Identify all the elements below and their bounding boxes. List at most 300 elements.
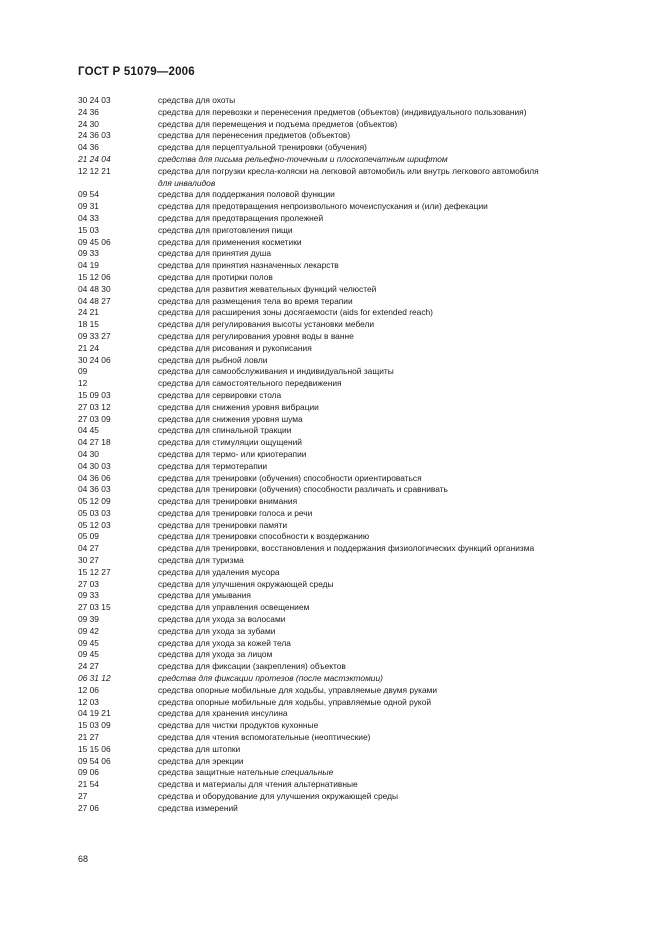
entry-term <box>158 189 618 201</box>
entry-term-main: средства для поддержания половой функции <box>158 189 335 200</box>
entry-code: 09 54 <box>78 189 99 200</box>
entry-code: 21 24 <box>78 342 99 353</box>
entry-term-text <box>158 697 618 709</box>
entry-term-text <box>158 579 618 591</box>
entry-term <box>158 237 618 249</box>
entry-code: 09 42 <box>78 625 99 636</box>
index-entry-row <box>78 567 618 579</box>
entry-term <box>158 602 618 614</box>
entry-term-main: средства для рисования и рукописания <box>158 342 312 353</box>
entry-code: 27 03 <box>78 578 99 589</box>
entry-term <box>158 508 618 520</box>
entry-term <box>158 626 618 638</box>
entry-term <box>158 449 618 461</box>
index-entry-row <box>78 437 618 449</box>
entry-term-main: средства для самостоятельного передвижения <box>158 378 342 389</box>
entry-term-text <box>158 508 618 520</box>
entry-term-text <box>158 590 618 602</box>
entry-code: 05 12 09 <box>78 496 111 507</box>
entry-code: 15 12 27 <box>78 566 111 577</box>
entry-term-main: средства для погрузки кресла-коляски на легковой автомобиль или внутрь легкового автомобиля <box>158 165 539 176</box>
entry-term-main: средства для применения косметики <box>158 236 302 247</box>
entry-term-text <box>158 355 618 367</box>
entry-term <box>158 378 618 390</box>
entry-term-main: средства для регулирования уровня воды в ванне <box>158 330 354 341</box>
entry-term-text <box>158 331 618 343</box>
entry-code: 04 48 30 <box>78 283 111 294</box>
index-entry-row <box>78 520 618 532</box>
entry-code: 09 45 <box>78 649 99 660</box>
entry-term-text <box>158 189 618 201</box>
entry-term-main: средства и оборудование для улучшения окружающей среды <box>158 791 399 802</box>
index-entry-row <box>78 708 618 720</box>
entry-term-main: средства для снижения уровня шума <box>158 413 303 424</box>
index-entry-row <box>78 697 618 709</box>
entry-code: 09 39 <box>78 614 99 625</box>
index-entry-row <box>78 602 618 614</box>
entry-term-main: средства и материалы для чтения альтернативные <box>158 779 358 790</box>
entry-term <box>158 107 618 119</box>
entry-term-main: средства для перенесения предметов (объектов) <box>158 130 351 141</box>
entry-term-text <box>158 531 618 543</box>
entry-term <box>158 697 618 709</box>
entry-term-text <box>158 661 618 673</box>
entry-term-main: средства для хранения инсулина <box>158 708 288 719</box>
entry-term-text <box>158 390 618 402</box>
entry-term-main: средства для тренировки (обучения) способности различать и сравнивать <box>158 484 448 495</box>
entry-term-text <box>158 649 618 661</box>
entry-term <box>158 756 618 768</box>
entry-term-text <box>158 213 618 225</box>
entry-term-main: средства для перевозки и перенесения предметов (объектов) (индивидуального пользования) <box>158 106 527 117</box>
entry-code: 09 54 06 <box>78 755 111 766</box>
entry-code: 05 03 03 <box>78 507 111 518</box>
entry-term-text <box>158 720 618 732</box>
entry-code: 09 33 27 <box>78 330 111 341</box>
entry-code: 04 33 <box>78 212 99 223</box>
entry-term <box>158 779 618 791</box>
entry-term <box>158 343 618 355</box>
entry-term-text <box>158 673 618 685</box>
entry-term-main: средства для термо- или криотерапии <box>158 448 307 459</box>
entry-term-main: средства для тренировки (обучения) способности ориентироваться <box>158 472 422 483</box>
entry-term-text <box>158 166 618 178</box>
entry-term <box>158 366 618 378</box>
entry-code: 09 06 <box>78 767 99 778</box>
entry-code: 04 45 <box>78 425 99 436</box>
entry-term-main: средства для протирки полов <box>158 271 273 282</box>
entry-term-main: средства для тренировки внимания <box>158 496 298 507</box>
entry-code: 05 09 <box>78 531 99 542</box>
entry-code: 21 24 04 <box>78 153 111 164</box>
entry-term <box>158 555 618 567</box>
index-entry-row <box>78 661 618 673</box>
entry-term-text <box>158 626 618 638</box>
entry-term <box>158 567 618 579</box>
entry-code: 12 12 21 <box>78 165 111 176</box>
entry-term-text <box>158 225 618 237</box>
entry-code: 04 36 03 <box>78 484 111 495</box>
entry-term <box>158 296 618 308</box>
entry-term-main: средства для перемещения и подъема предметов (объектов) <box>158 118 398 129</box>
entry-term-text <box>158 791 618 803</box>
entry-term-text <box>158 272 618 284</box>
index-entry-row <box>78 343 618 355</box>
index-entry-row <box>78 614 618 626</box>
entry-term-text <box>158 461 618 473</box>
entry-term <box>158 767 618 779</box>
entry-term-text <box>158 484 618 496</box>
entry-term-italic: специальные <box>281 767 334 778</box>
entry-term-text <box>158 449 618 461</box>
entry-code: 04 27 18 <box>78 437 111 448</box>
entry-term-main: средства измерений <box>158 802 238 813</box>
entry-term-text <box>158 201 618 213</box>
entry-term-main: средства для тренировки, восстановления и поддержания физиологических функций организма <box>158 543 535 554</box>
entry-term-text <box>158 732 618 744</box>
entry-term <box>158 720 618 732</box>
entry-code: 30 24 06 <box>78 354 111 365</box>
entry-term-main: средства для сервировки стола <box>158 389 282 400</box>
entry-term-main: средства для тренировки голоса и речи <box>158 507 313 518</box>
index-entry-row <box>78 673 618 685</box>
index-entry-row <box>78 331 618 343</box>
entry-term-main: средства для фиксации протезов (после мастэктомии) <box>158 673 383 684</box>
entry-term-main: средства для расширения зоны досягаемости (aids for extended reach) <box>158 307 433 318</box>
index-entry-row <box>78 225 618 237</box>
entry-term <box>158 201 618 213</box>
entry-term-main: средства для охоты <box>158 95 236 105</box>
index-entry-row <box>78 496 618 508</box>
entry-code: 12 <box>78 378 88 389</box>
index-entry-row <box>78 319 618 331</box>
index-entry-row <box>78 402 618 414</box>
page-number: 68 <box>78 854 89 864</box>
entry-term-text <box>158 378 618 390</box>
index-entry-row <box>78 95 618 107</box>
entry-term-text <box>158 296 618 308</box>
entry-term-text <box>158 779 618 791</box>
entry-term <box>158 260 618 272</box>
entry-term-text <box>158 496 618 508</box>
entry-term <box>158 390 618 402</box>
entry-code: 06 31 12 <box>78 673 111 684</box>
index-entry-row <box>78 213 618 225</box>
index-entry-row <box>78 508 618 520</box>
entry-term <box>158 484 618 496</box>
entry-code: 09 <box>78 366 88 377</box>
index-entry-row <box>78 107 618 119</box>
entry-term <box>158 119 618 131</box>
entry-term <box>158 520 618 532</box>
entry-term-main: средства для предотвращения пролежней <box>158 212 324 223</box>
entry-term-text <box>158 638 618 650</box>
index-entry-row <box>78 260 618 272</box>
index-entries-list <box>78 95 618 815</box>
index-entry-row <box>78 803 618 815</box>
entry-term <box>158 649 618 661</box>
entry-code: 09 31 <box>78 201 99 212</box>
entry-code: 04 30 03 <box>78 460 111 471</box>
entry-term-text <box>158 520 618 532</box>
entry-code: 15 03 <box>78 224 99 235</box>
entry-term-main: средства для улучшения окружающей среды <box>158 578 334 589</box>
entry-term-main: средства для предотвращения непроизвольного мочеиспускания и (или) дефекации <box>158 201 488 212</box>
entry-code: 09 33 <box>78 590 99 601</box>
entry-term <box>158 661 618 673</box>
entry-term-main: средства для штопки <box>158 743 241 754</box>
entry-code: 09 33 <box>78 248 99 259</box>
entry-code: 24 36 03 <box>78 130 111 141</box>
index-entry-row <box>78 779 618 791</box>
entry-term-main: средства для туризма <box>158 555 244 566</box>
entry-term <box>158 307 618 319</box>
entry-term <box>158 319 618 331</box>
entry-term-main: средства для перцептуальной тренировки (обучения) <box>158 142 367 153</box>
entry-code: 27 03 12 <box>78 401 111 412</box>
entry-term <box>158 414 618 426</box>
entry-term-main: средства для термотерапии <box>158 460 268 471</box>
entry-code: 21 27 <box>78 732 99 743</box>
entry-term-main: средства для управления освещением <box>158 602 310 613</box>
entry-code: 27 <box>78 791 88 802</box>
index-entry-row <box>78 237 618 249</box>
entry-term-text <box>158 154 618 166</box>
entry-term-continuation: для инвалидов <box>158 177 216 188</box>
entry-term-text <box>158 437 618 449</box>
entry-code: 18 15 <box>78 319 99 330</box>
entry-code: 05 12 03 <box>78 519 111 530</box>
index-entry-row <box>78 414 618 426</box>
index-entry-row <box>78 590 618 602</box>
entry-term <box>158 95 618 107</box>
entry-code: 12 03 <box>78 696 99 707</box>
index-entry-row <box>78 531 618 543</box>
index-entry-row <box>78 744 618 756</box>
entry-term-text <box>158 248 618 260</box>
entry-term-text <box>158 95 618 107</box>
entry-term-text <box>158 756 618 768</box>
entry-term-main: средства опорные мобильные для ходьбы, управляемые двумя руками <box>158 684 438 695</box>
entry-term-main: средства опорные мобильные для ходьбы, управляемые одной рукой <box>158 696 432 707</box>
entry-term-text <box>158 473 618 485</box>
index-entry-row <box>78 732 618 744</box>
entry-term-text <box>158 402 618 414</box>
index-entry-row <box>78 284 618 296</box>
entry-term-text <box>158 685 618 697</box>
entry-term-text <box>158 602 618 614</box>
entry-term-main: средства для снижения уровня вибрации <box>158 401 319 412</box>
entry-term-text <box>158 142 618 154</box>
entry-code: 27 06 <box>78 802 99 813</box>
entry-code: 04 36 <box>78 142 99 153</box>
entry-code: 27 03 09 <box>78 413 111 424</box>
entry-term <box>158 355 618 367</box>
entry-term-main: средства для умывания <box>158 590 251 601</box>
entry-term-text <box>158 425 618 437</box>
entry-term <box>158 531 618 543</box>
entry-term-text <box>158 543 618 555</box>
index-entry-row <box>78 366 618 378</box>
entry-term <box>158 614 618 626</box>
index-entry-row <box>78 449 618 461</box>
index-entry-row <box>78 390 618 402</box>
entry-term <box>158 685 618 697</box>
index-entry-row <box>78 130 618 142</box>
index-entry-row <box>78 355 618 367</box>
entry-term-main: средства для чистки продуктов кухонные <box>158 720 319 731</box>
index-entry-row <box>78 307 618 319</box>
entry-code: 27 03 15 <box>78 602 111 613</box>
document-header: ГОСТ Р 51079—2006 <box>78 66 195 78</box>
index-entry-row <box>78 543 618 555</box>
entry-term-main: средства для принятия назначенных лекарств <box>158 260 339 271</box>
index-entry-row <box>78 579 618 591</box>
entry-term-text <box>158 767 618 779</box>
entry-code: 15 15 06 <box>78 743 111 754</box>
entry-term-text <box>158 319 618 331</box>
entry-term-text <box>158 343 618 355</box>
entry-term <box>158 496 618 508</box>
entry-term-text <box>158 414 618 426</box>
entry-term-main: средства для тренировки памяти <box>158 519 288 530</box>
index-entry-row <box>78 638 618 650</box>
entry-term <box>158 331 618 343</box>
entry-term-text <box>158 237 618 249</box>
entry-code: 04 19 <box>78 260 99 271</box>
entry-term <box>158 673 618 685</box>
entry-term <box>158 213 618 225</box>
entry-term-main: средства для письма рельефно-точечным и плоскопечатным шрифтом <box>158 153 448 164</box>
index-entry-row <box>78 555 618 567</box>
entry-code: 30 24 03 <box>78 95 111 105</box>
entry-code: 24 36 <box>78 106 99 117</box>
entry-term-main: средства для самообслуживания и индивидуальной защиты <box>158 366 394 377</box>
entry-code: 04 36 06 <box>78 472 111 483</box>
index-entry-row <box>78 248 618 260</box>
entry-term <box>158 166 618 190</box>
entry-term <box>158 473 618 485</box>
entry-code: 15 09 03 <box>78 389 111 400</box>
entry-code: 15 12 06 <box>78 271 111 282</box>
index-entry-row <box>78 272 618 284</box>
entry-code: 09 45 06 <box>78 236 111 247</box>
entry-term <box>158 437 618 449</box>
entry-term <box>158 590 618 602</box>
entry-code: 24 27 <box>78 661 99 672</box>
entry-term <box>158 744 618 756</box>
entry-term-text <box>158 744 618 756</box>
index-entry-row <box>78 484 618 496</box>
entry-term-main: средства для ухода за волосами <box>158 614 286 625</box>
entry-term <box>158 130 618 142</box>
entry-term-text <box>158 107 618 119</box>
index-entry-row <box>78 767 618 779</box>
entry-term <box>158 732 618 744</box>
entry-term-text <box>158 614 618 626</box>
entry-term-main: средства для фиксации (закрепления) объектов <box>158 661 346 672</box>
entry-term <box>158 579 618 591</box>
index-entry-row <box>78 461 618 473</box>
entry-term <box>158 638 618 650</box>
entry-term-text <box>158 803 618 815</box>
entry-term-text <box>158 260 618 272</box>
entry-code: 24 21 <box>78 307 99 318</box>
entry-term <box>158 461 618 473</box>
entry-term-main: средства защитные нательные <box>158 767 282 778</box>
entry-term <box>158 225 618 237</box>
entry-term <box>158 803 618 815</box>
entry-term-text <box>158 567 618 579</box>
entry-term-main: средства для рыбной ловли <box>158 354 268 365</box>
index-entry-row <box>78 142 618 154</box>
entry-term <box>158 425 618 437</box>
entry-code: 04 27 <box>78 543 99 554</box>
entry-code: 04 48 27 <box>78 295 111 306</box>
entry-code: 04 30 <box>78 448 99 459</box>
entry-term-text <box>158 708 618 720</box>
entry-term <box>158 284 618 296</box>
entry-term-main: средства для стимуляции ощущений <box>158 437 302 448</box>
entry-term <box>158 272 618 284</box>
entry-term-main: средства для регулирования высоты установки мебели <box>158 319 375 330</box>
entry-term-main: средства для чтения вспомогательные (неоптические) <box>158 732 371 743</box>
entry-term-main: средства для тренировки способности к воздержанию <box>158 531 370 542</box>
entry-term-main: средства для удаления мусора <box>158 566 280 577</box>
index-entry-row <box>78 189 618 201</box>
entry-code: 15 03 09 <box>78 720 111 731</box>
index-entry-row <box>78 119 618 131</box>
entry-term-main: средства для ухода за лицом <box>158 649 273 660</box>
index-entry-row <box>78 378 618 390</box>
index-entry-row <box>78 756 618 768</box>
entry-term <box>158 708 618 720</box>
entry-term <box>158 543 618 555</box>
index-entry-row <box>78 791 618 803</box>
index-entry-row <box>78 201 618 213</box>
index-entry-row <box>78 166 618 190</box>
entry-term <box>158 402 618 414</box>
entry-term-text <box>158 307 618 319</box>
index-entry-row <box>78 473 618 485</box>
entry-term-main: средства для эрекции <box>158 755 244 766</box>
index-entry-row <box>78 685 618 697</box>
entry-term <box>158 154 618 166</box>
entry-term-text <box>158 130 618 142</box>
entry-code: 09 45 <box>78 637 99 648</box>
entry-term <box>158 142 618 154</box>
entry-term <box>158 248 618 260</box>
entry-term-main: средства для принятия душа <box>158 248 272 259</box>
index-entry-row <box>78 649 618 661</box>
entry-term-main: средства для размещения тела во время терапии <box>158 295 353 306</box>
index-entry-row <box>78 626 618 638</box>
index-entry-row <box>78 720 618 732</box>
entry-code: 24 30 <box>78 118 99 129</box>
entry-code: 04 19 21 <box>78 708 111 719</box>
entry-term <box>158 791 618 803</box>
entry-term-main: средства для ухода за зубами <box>158 625 276 636</box>
entry-term-main: средства для спинальной тракции <box>158 425 292 436</box>
entry-term-main: средства для приготовления пищи <box>158 224 293 235</box>
entry-term-text <box>158 366 618 378</box>
entry-term-text <box>158 119 618 131</box>
entry-term-text <box>158 555 618 567</box>
entry-code: 30 27 <box>78 555 99 566</box>
entry-term-main: средства для развития жевательных функций челюстей <box>158 283 377 294</box>
entry-term-main: средства для ухода за кожей тела <box>158 637 291 648</box>
entry-code: 12 06 <box>78 684 99 695</box>
